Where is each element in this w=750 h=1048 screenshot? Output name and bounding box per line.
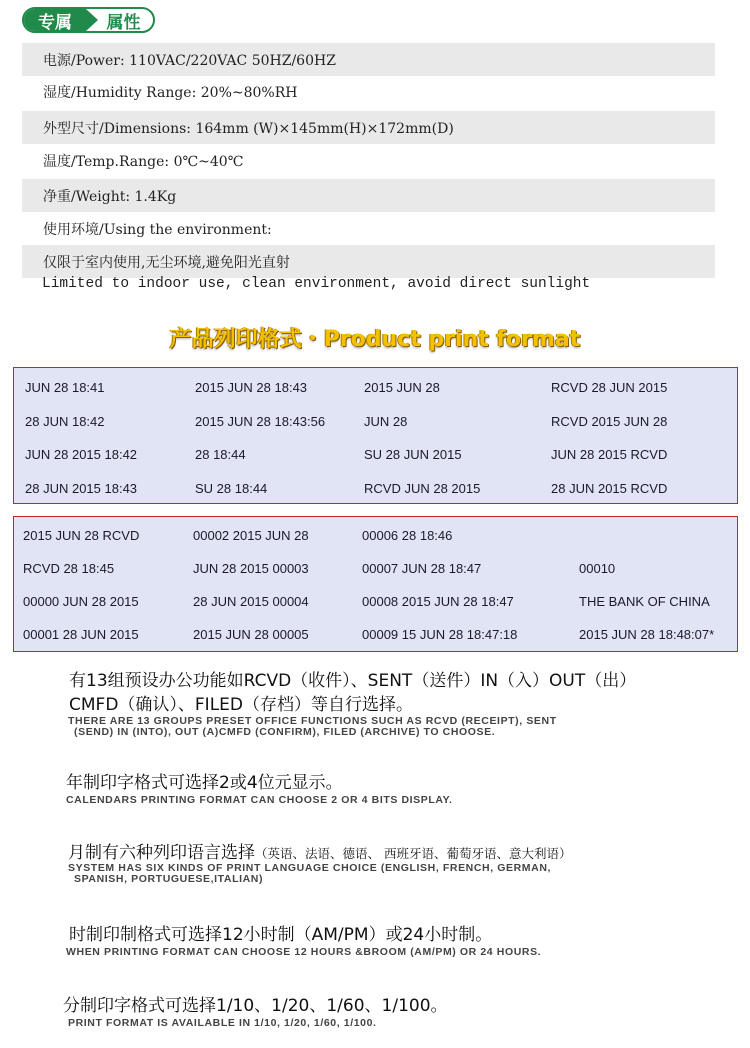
- spec-dimensions: 外型尺寸/Dimensions: 164mm (W)×145mm(H)×172mm(D): [22, 111, 715, 144]
- print-sample: 00008 2015 JUN 28 18:47: [362, 594, 514, 609]
- spec-weight: 净重/Weight: 1.4Kg: [22, 179, 715, 212]
- feature-hour-en: WHEN PRINTING FORMAT CAN CHOOSE 12 HOURS &BROOM (AM/PM) OR 24 HOURS.: [66, 946, 542, 958]
- print-sample: JUN 28 2015 RCVD: [551, 447, 668, 462]
- print-sample: 2015 JUN 28 00005: [193, 627, 309, 642]
- print-sample: 28 18:44: [195, 447, 246, 462]
- section-tag: [22, 7, 155, 33]
- print-sample: 2015 JUN 28 18:43: [195, 380, 308, 395]
- spec-humidity: 湿度/Humidity Range: 20%~80%RH: [43, 84, 298, 101]
- print-sample: SU 28 JUN 2015: [364, 447, 462, 462]
- feature-office-en-line1: THERE ARE 13 GROUPS PRESET OFFICE FUNCTIONS SUCH AS RCVD (RECEIPT), SENT: [68, 715, 557, 727]
- print-sample: 00002 2015 JUN 28: [193, 528, 309, 543]
- feature-hour-zh: 时制印制格式可选择12小时制（AM/PM）或24小时制。: [69, 925, 493, 945]
- print-sample: RCVD JUN 28 2015: [364, 481, 481, 496]
- print-sample: 2015 JUN 28 18:48:07*: [579, 627, 715, 642]
- print-sample: 00001 28 JUN 2015: [23, 627, 139, 642]
- feature-month-zh: [68, 838, 571, 863]
- print-sample: 2015 JUN 28 RCVD: [23, 528, 140, 543]
- feature-office-en-line2: (SEND) IN (INTO), OUT (A)CMFD (CONFIRM), FILED (ARCHIVE) TO CHOOSE.: [74, 726, 496, 738]
- feature-office-zh-line2: CMFD（确认）、FILED（存档）等自行选择。: [69, 695, 414, 715]
- print-sample: 28 JUN 2015 RCVD: [551, 481, 668, 496]
- print-sample: SU 28 18:44: [195, 481, 268, 496]
- print-sample: THE BANK OF CHINA: [579, 594, 710, 609]
- print-format-banner: 产品列印格式・Product print format: [169, 327, 581, 352]
- print-sample: 28 JUN 18:42: [25, 414, 105, 429]
- print-sample: RCVD 28 18:45: [23, 561, 115, 576]
- print-sample: 00000 JUN 28 2015: [23, 594, 139, 609]
- feature-minute-zh: 分制印字格式可选择1/10、1/20、1/60、1/100。: [63, 996, 448, 1016]
- feature-month-zh-languages: （英语、法语、德语、 西班牙语、葡萄牙语、意大利语）: [255, 846, 572, 861]
- feature-month-zh-main: 月制有六种列印语言选择: [68, 843, 255, 863]
- print-sample: RCVD 28 JUN 2015: [551, 380, 668, 395]
- print-sample: 28 JUN 2015 18:43: [25, 481, 138, 496]
- spec-environment-en: Limited to indoor use, clean environment, avoid direct sunlight: [42, 276, 591, 292]
- feature-month-en-line1: SYSTEM HAS SIX KINDS OF PRINT LANGUAGE CHOICE (ENGLISH, FRENCH, GERMAN,: [68, 862, 552, 874]
- print-samples-box-2: [13, 516, 738, 652]
- print-sample: JUN 28 18:41: [25, 380, 105, 395]
- print-sample: JUN 28: [364, 414, 408, 429]
- print-sample: 2015 JUN 28 18:43:56: [195, 414, 326, 429]
- feature-minute-en: PRINT FORMAT IS AVAILABLE IN 1/10, 1/20, 1/60, 1/100.: [68, 1017, 377, 1029]
- spec-environment: 使用环境/Using the environment:: [43, 221, 272, 238]
- print-sample: 2015 JUN 28: [364, 380, 440, 395]
- spec-temperature: 温度/Temp.Range: 0℃~40℃: [43, 153, 244, 170]
- feature-office-zh-line1: 有13组预设办公功能如RCVD（收件）、SENT（送件）IN（入）OUT（出）: [69, 671, 637, 691]
- spec-power: 电源/Power: 110VAC/220VAC 50HZ/60HZ: [22, 43, 715, 76]
- feature-month-en-line2: SPANISH, PORTUGUESE,ITALIAN): [74, 873, 264, 885]
- print-sample: 00007 JUN 28 18:47: [362, 561, 482, 576]
- print-sample: JUN 28 2015 00003: [193, 561, 309, 576]
- print-sample: JUN 28 2015 18:42: [25, 447, 138, 462]
- print-sample: 00009 15 JUN 28 18:47:18: [362, 627, 518, 642]
- print-samples-box-1: [13, 367, 738, 504]
- print-sample: 00006 28 18:46: [362, 528, 453, 543]
- print-sample: 00010: [579, 561, 616, 576]
- print-sample: 28 JUN 2015 00004: [193, 594, 309, 609]
- print-sample: RCVD 2015 JUN 28: [551, 414, 668, 429]
- section-tag-left: 专属: [24, 9, 86, 31]
- feature-year-en: CALENDARS PRINTING FORMAT CAN CHOOSE 2 OR 4 BITS DISPLAY.: [66, 794, 453, 806]
- section-tag-right: 属性: [106, 12, 141, 33]
- spec-environment-zh: 仅限于室内使用,无尘环境,避免阳光直射: [22, 245, 715, 278]
- feature-year-zh: 年制印字格式可选择2或4位元显示。: [66, 773, 343, 793]
